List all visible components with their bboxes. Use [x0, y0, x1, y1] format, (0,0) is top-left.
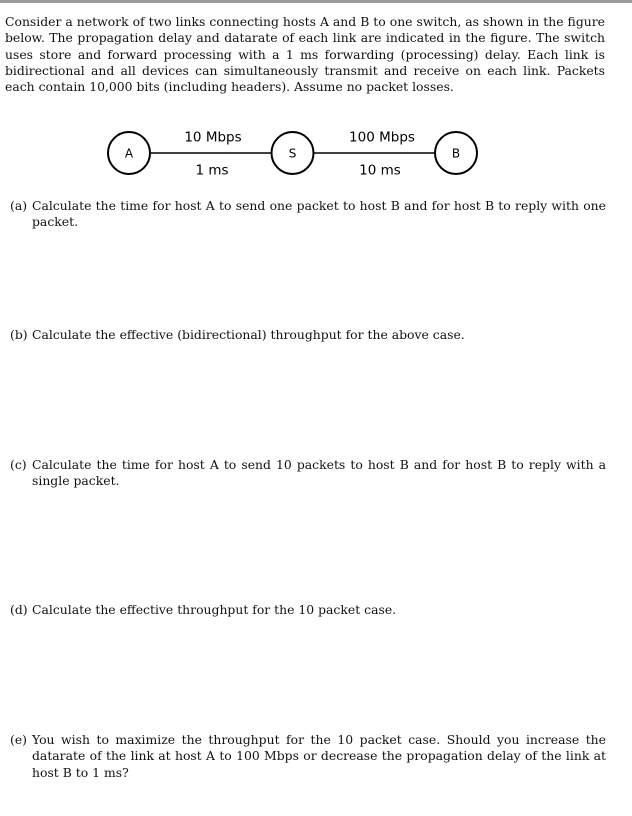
question-e-label: (e): [10, 732, 28, 747]
node-switch: [272, 132, 314, 174]
question-b-label: (b): [10, 327, 28, 342]
network-diagram: [0, 120, 632, 190]
question-d: [10, 602, 606, 618]
question-a: [10, 198, 606, 231]
question-d-text: Calculate the effective throughput for the 10 packet case.: [32, 602, 397, 617]
question-d-label: (d): [10, 602, 28, 617]
question-e: [10, 732, 606, 781]
question-c-text: Calculate the time for host A to send 10 packets to host B and for host B to reply with a single packet.: [32, 457, 606, 489]
node-switch-label: S: [288, 146, 297, 161]
link1-rate: 10 Mbps: [184, 129, 242, 146]
node-a: [108, 132, 150, 174]
link2-delay: 10 ms: [359, 162, 401, 179]
question-a-label: (a): [10, 198, 28, 213]
link2-rate: 100 Mbps: [349, 129, 415, 146]
question-a-text: Calculate the time for host A to send one packet to host B and for host B to reply with one packet.: [32, 198, 606, 230]
node-b: [435, 132, 477, 174]
question-b-text: Calculate the effective (bidirectional) throughput for the above case.: [32, 327, 465, 342]
link1-delay: 1 ms: [195, 162, 229, 179]
question-e-text: You wish to maximize the throughput for the 10 packet case. Should you increase the datarate of the link at host A to 100 Mbps or decrease the propagation delay of the link at host B to 1 ms?: [32, 732, 606, 780]
node-a-label: A: [124, 146, 134, 161]
question-c-label: (c): [10, 457, 27, 472]
problem-intro: Consider a network of two links connecting hosts A and B to one switch, as shown in the figure below. The propagation delay and datarate of each link are indicated in the figure. The switch uses store and forward processing with a 1 ms forwarding (processing) delay. Each link is bidirectional and all devices can simultaneously transmit and receive on each link. Packets each contain 10,000 bits (including headers). Assume no packet losses.: [5, 14, 605, 95]
question-c: [10, 457, 606, 490]
question-b: [10, 327, 606, 343]
node-b-label: B: [451, 146, 461, 161]
top-rule: [0, 0, 632, 3]
